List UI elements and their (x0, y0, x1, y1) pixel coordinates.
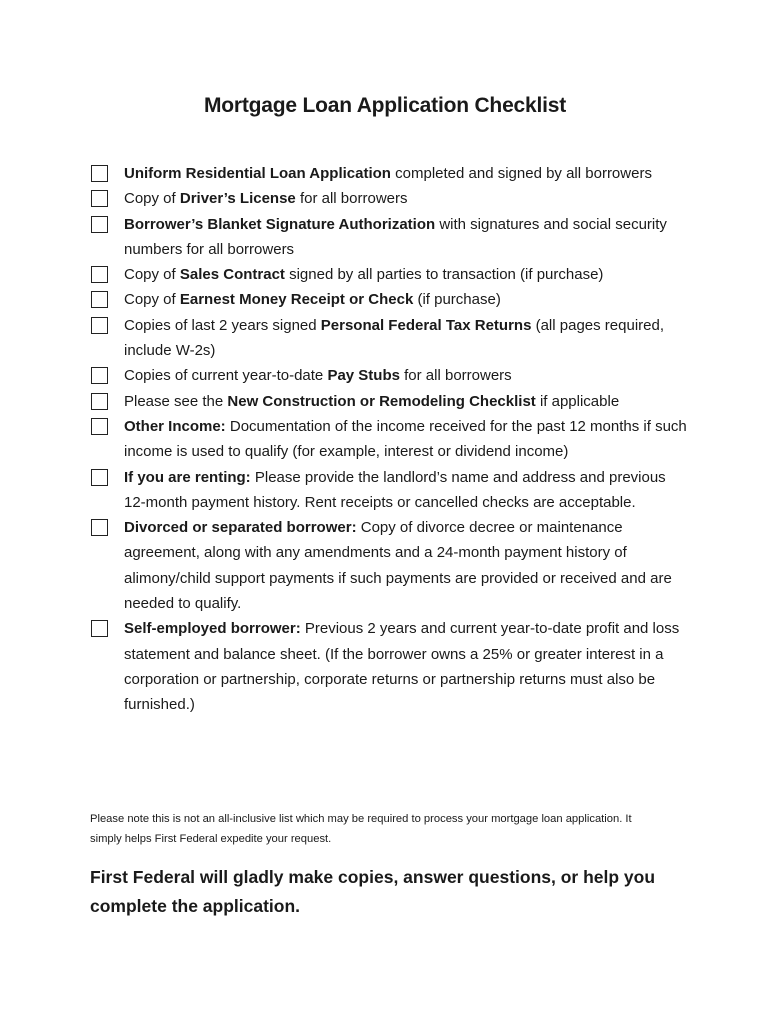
item-pre: Copies of current year-to-date (124, 367, 328, 385)
item-bold: Self-employed borrower: (124, 620, 301, 638)
item-post: completed and signed by all borrowers (390, 165, 652, 182)
checklist-item (90, 212, 690, 263)
checkbox[interactable] (91, 620, 108, 637)
item-bold: Sales Contract (179, 266, 285, 284)
checklist-item (90, 515, 690, 616)
checkbox[interactable] (91, 317, 108, 334)
checklist-item (90, 186, 690, 211)
checkbox[interactable] (91, 266, 108, 283)
item-bold: Borrower’s Blanket Signature Authorization (124, 215, 436, 233)
item-bold: Divorced or separated borrower: (124, 519, 357, 537)
item-post: (all pages required, include W-2s) (124, 316, 664, 360)
checkbox[interactable] (91, 165, 108, 182)
checkbox[interactable] (91, 190, 108, 207)
item-post: Previous 2 years and current year-to-date profit and loss statement and balance sheet. (If the borrower owns a 25% or greater interest in a corporation or partnership, corporate returns or partnership returns must also be furnished.) (124, 620, 680, 714)
disclaimer-note: Please note this is not an all-inclusive list which may be required to process your mortgage loan application. It simply helps First Federal expedite your request. (90, 813, 632, 845)
checkbox[interactable] (91, 519, 108, 536)
item-post: Documentation of the income received for the past 12 months if such income is used to qualify (for example, interest or dividend income) (124, 417, 687, 461)
item-bold: Driver’s License (179, 190, 296, 208)
item-post: for all borrowers (295, 190, 408, 208)
checklist-item (90, 465, 690, 516)
item-post: Please provide the landlord’s name and address and previous 12-month payment history. Rent receipts or cancelled checks are acceptable. (124, 468, 666, 511)
item-bold: Pay Stubs (327, 367, 400, 385)
checklist-item (90, 313, 690, 364)
checkbox[interactable] (91, 367, 108, 384)
item-pre: Please see the (124, 392, 228, 410)
item-pre: Copy of (124, 291, 180, 309)
item-post: with signatures and social security numbers for all borrowers (124, 215, 667, 258)
checklist-item (90, 363, 690, 388)
checkbox[interactable] (91, 418, 108, 435)
item-bold: If you are renting: (124, 468, 251, 486)
item-bold: Earnest Money Receipt or Check (179, 291, 414, 309)
item-post: (if purchase) (413, 291, 501, 309)
checklist-item (90, 262, 690, 287)
item-post: if applicable (535, 392, 620, 410)
item-post: signed by all parties to transaction (if purchase) (284, 266, 604, 284)
checkbox[interactable] (91, 469, 108, 486)
item-bold: Uniform Residential Loan Application (124, 165, 391, 182)
closing-statement: First Federal will gladly make copies, answer questions, or help you complete the application. (90, 867, 656, 916)
checklist (90, 161, 690, 718)
item-post: for all borrowers (399, 367, 512, 385)
item-pre: Copies of last 2 years signed (124, 316, 321, 334)
item-bold: New Construction or Remodeling Checklist (227, 392, 536, 410)
item-bold: Personal Federal Tax Returns (320, 316, 532, 334)
page-title: Mortgage Loan Application Checklist (203, 94, 567, 117)
item-pre: Copy of (124, 190, 180, 208)
checkbox[interactable] (91, 291, 108, 308)
item-bold: Other Income: (124, 417, 226, 435)
item-post: Copy of divorce decree or maintenance agreement, along with any amendments and a 24-month payment history of alimony/child support payments if such payments are provided or received and are needed to qualify. (124, 519, 672, 613)
checklist-item (90, 616, 690, 717)
checklist-item (90, 389, 690, 414)
checklist-item (90, 414, 690, 465)
checkbox[interactable] (91, 393, 108, 410)
checkbox[interactable] (91, 216, 108, 233)
checklist-item (90, 287, 690, 312)
checklist-item (90, 161, 690, 186)
item-pre: Copy of (124, 266, 180, 284)
